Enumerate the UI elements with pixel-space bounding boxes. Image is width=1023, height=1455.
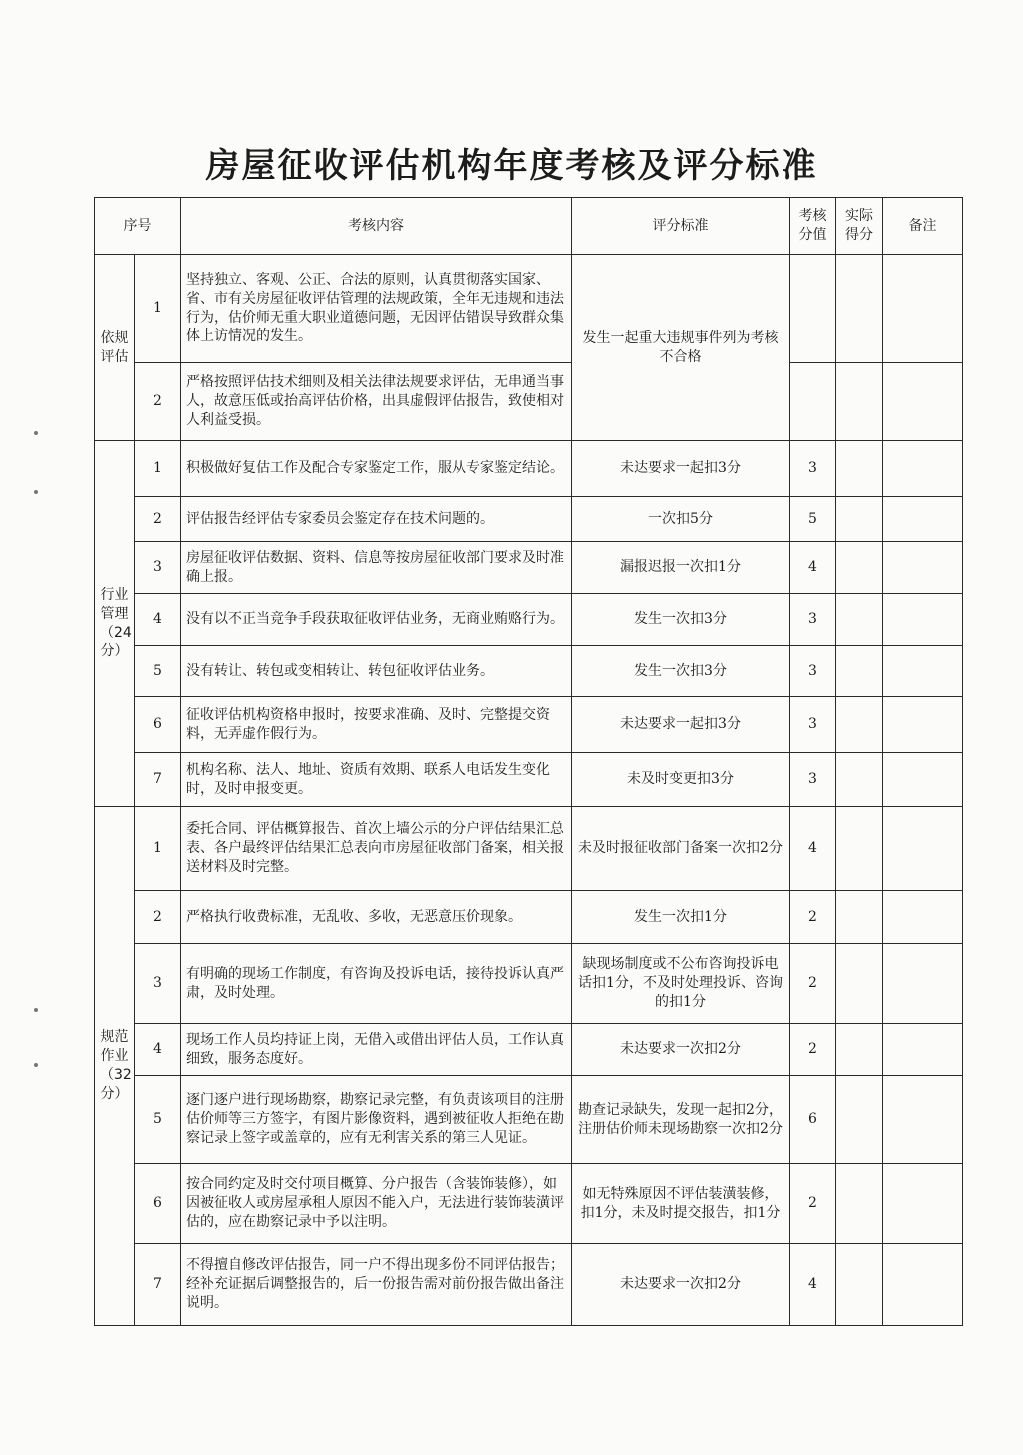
item-standard: 未及时报征收部门备案一次扣2分 [572,807,790,891]
remark-cell [883,807,963,891]
remark-cell [883,1164,963,1244]
header-content: 考核内容 [181,198,572,255]
item-no: 3 [135,944,181,1024]
item-points: 3 [790,594,836,646]
table-row [95,441,963,497]
remark-cell [883,891,963,944]
item-points: 4 [790,807,836,891]
table-row [95,1076,963,1164]
item-content: 没有以不正当竞争手段获取征收评估业务，无商业贿赂行为。 [181,594,572,646]
item-points: 3 [790,646,836,697]
actual-score-cell [836,891,883,944]
item-standard: 发生一次扣3分 [572,646,790,697]
remark-cell [883,646,963,697]
item-points [790,255,836,363]
item-standard: 发生一次扣3分 [572,594,790,646]
actual-score-cell [836,497,883,542]
item-standard: 漏报迟报一次扣1分 [572,542,790,594]
actual-score-cell [836,646,883,697]
item-points: 3 [790,753,836,807]
item-content: 机构名称、法人、地址、资质有效期、联系人电话发生变化时，及时申报变更。 [181,753,572,807]
remark-cell [883,255,963,363]
table-row [95,697,963,753]
assessment-table [94,197,963,1326]
remark-cell [883,1024,963,1076]
header-remark: 备注 [883,198,963,255]
actual-score-cell [836,363,883,441]
table-header-row [95,198,963,255]
category-cell: 依规评估 [95,255,135,441]
category-cell: 行业管理（24分） [95,441,135,807]
actual-score-cell [836,255,883,363]
item-points: 4 [790,1244,836,1326]
item-points: 2 [790,1164,836,1244]
item-points: 2 [790,1024,836,1076]
item-content: 征收评估机构资格申报时，按要求准确、及时、完整提交资料，无弄虚作假行为。 [181,697,572,753]
scan-speck [34,431,38,435]
remark-cell [883,1076,963,1164]
table-row [95,363,963,441]
item-points: 4 [790,542,836,594]
item-no: 2 [135,891,181,944]
item-no: 2 [135,363,181,441]
item-points: 2 [790,944,836,1024]
table-row [95,1164,963,1244]
remark-cell [883,944,963,1024]
item-standard: 如无特殊原因不评估装潢装修，扣1分，未及时提交报告，扣1分 [572,1164,790,1244]
item-content: 不得擅自修改评估报告，同一户不得出现多份不同评估报告；经补充证据后调整报告的，后一份报告需对前份报告做出备注说明。 [181,1244,572,1326]
remark-cell [883,753,963,807]
item-standard: 未达要求一次扣2分 [572,1244,790,1326]
item-no: 4 [135,1024,181,1076]
actual-score-cell [836,944,883,1024]
item-no: 5 [135,1076,181,1164]
item-content: 坚持独立、客观、公正、合法的原则，认真贯彻落实国家、省、市有关房屋征收评估管理的法规政策，全年无违规和违法行为，估价师无重大职业道德问题，无因评估错误导致群众集体上访情况的发生。 [181,255,572,363]
item-standard: 未达要求一次扣2分 [572,1024,790,1076]
item-standard: 发生一起重大违规事件列为考核不合格 [572,255,790,441]
item-points: 3 [790,441,836,497]
table-row [95,594,963,646]
table-row [95,646,963,697]
remark-cell [883,594,963,646]
header-points: 考核分值 [790,198,836,255]
header-actual: 实际得分 [836,198,883,255]
scan-speck [34,490,38,494]
item-content: 严格按照评估技术细则及相关法律法规要求评估，无串通当事人，故意压低或抬高评估价格，出具虚假评估报告，致使相对人利益受损。 [181,363,572,441]
item-no: 3 [135,542,181,594]
item-no: 7 [135,753,181,807]
item-no: 1 [135,441,181,497]
item-content: 现场工作人员均持证上岗，无借入或借出评估人员，工作认真细致，服务态度好。 [181,1024,572,1076]
item-standard: 缺现场制度或不公布咨询投诉电话扣1分，不及时处理投诉、咨询的扣1分 [572,944,790,1024]
item-standard: 发生一次扣1分 [572,891,790,944]
item-content: 按合同约定及时交付项目概算、分户报告（含装饰装修），如因被征收人或房屋承租人原因不能入户，无法进行装饰装潢评估的，应在勘察记录中予以注明。 [181,1164,572,1244]
item-points: 5 [790,497,836,542]
remark-cell [883,1244,963,1326]
header-seq: 序号 [95,198,181,255]
table-row [95,753,963,807]
scan-speck [34,1008,38,1012]
remark-cell [883,441,963,497]
table-row [95,255,963,363]
item-content: 逐门逐户进行现场勘察，勘察记录完整，有负责该项目的注册估价师等三方签字，有图片影像资料，遇到被征收人拒绝在勘察记录上签字或盖章的，应有无利害关系的第三人见证。 [181,1076,572,1164]
header-standard: 评分标准 [572,198,790,255]
table-row [95,1024,963,1076]
item-standard: 未达要求一起扣3分 [572,441,790,497]
actual-score-cell [836,594,883,646]
item-no: 1 [135,255,181,363]
item-no: 5 [135,646,181,697]
item-standard: 一次扣5分 [572,497,790,542]
actual-score-cell [836,1076,883,1164]
item-points: 3 [790,697,836,753]
table-row [95,542,963,594]
actual-score-cell [836,542,883,594]
item-points: 6 [790,1076,836,1164]
category-cell: 规范作业（32分） [95,807,135,1326]
table-row [95,944,963,1024]
remark-cell [883,497,963,542]
item-content: 评估报告经评估专家委员会鉴定存在技术问题的。 [181,497,572,542]
item-no: 4 [135,594,181,646]
item-content: 有明确的现场工作制度，有咨询及投诉电话，接待投诉认真严肃，及时处理。 [181,944,572,1024]
remark-cell [883,542,963,594]
document-title: 房屋征收评估机构年度考核及评分标准 [205,146,818,186]
item-points: 2 [790,891,836,944]
item-standard: 勘查记录缺失，发现一起扣2分，注册估价师未现场勘察一次扣2分 [572,1076,790,1164]
item-standard: 未及时变更扣3分 [572,753,790,807]
item-points [790,363,836,441]
item-no: 7 [135,1244,181,1326]
item-content: 房屋征收评估数据、资料、信息等按房屋征收部门要求及时准确上报。 [181,542,572,594]
remark-cell [883,363,963,441]
item-content: 没有转让、转包或变相转让、转包征收评估业务。 [181,646,572,697]
item-standard: 未达要求一起扣3分 [572,697,790,753]
item-no: 1 [135,807,181,891]
item-content: 委托合同、评估概算报告、首次上墙公示的分户评估结果汇总表、各户最终评估结果汇总表向市房屋征收部门备案，相关报送材料及时完整。 [181,807,572,891]
actual-score-cell [836,697,883,753]
actual-score-cell [836,1164,883,1244]
actual-score-cell [836,1024,883,1076]
actual-score-cell [836,441,883,497]
scan-speck [34,1063,38,1067]
item-content: 严格执行收费标准，无乱收、多收，无恶意压价现象。 [181,891,572,944]
item-no: 6 [135,697,181,753]
remark-cell [883,697,963,753]
item-no: 6 [135,1164,181,1244]
item-content: 积极做好复估工作及配合专家鉴定工作，服从专家鉴定结论。 [181,441,572,497]
table-row [95,891,963,944]
actual-score-cell [836,1244,883,1326]
table-row [95,497,963,542]
actual-score-cell [836,753,883,807]
table-row [95,807,963,891]
table-row [95,1244,963,1326]
item-no: 2 [135,497,181,542]
actual-score-cell [836,807,883,891]
